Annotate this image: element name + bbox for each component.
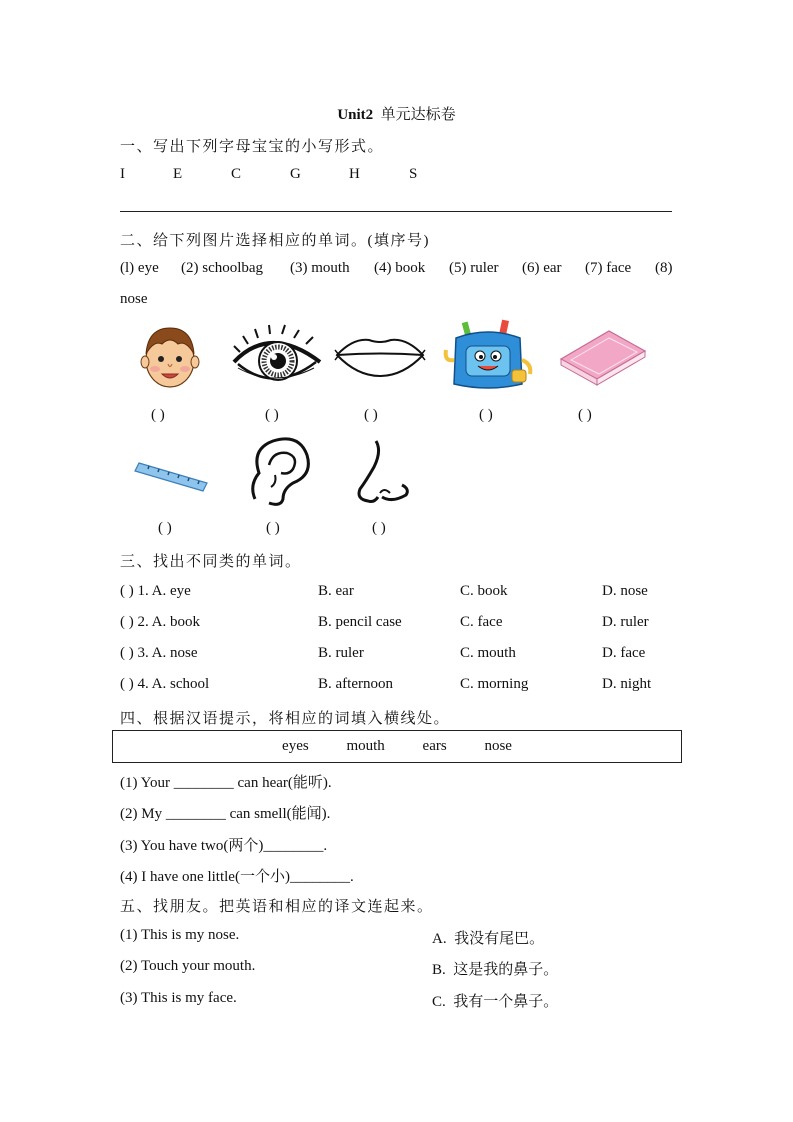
nose-picture <box>352 437 412 507</box>
question-option-d[interactable]: D. face <box>602 645 646 661</box>
fill-blank-sentence[interactable]: (1) Your ________ can hear(能听). <box>120 775 332 791</box>
match-english[interactable]: (3) This is my face. <box>120 990 237 1006</box>
word-eye: (l) eye <box>120 260 159 276</box>
picture-answer-blank[interactable]: ( ) <box>364 407 378 423</box>
mouth-picture <box>333 330 427 380</box>
word-book: (4) book <box>374 260 426 276</box>
question-option-d[interactable]: D. ruler <box>602 614 649 630</box>
word-bank-item: nose <box>484 738 512 754</box>
question-option-d[interactable]: D. nose <box>602 583 648 599</box>
match-english[interactable]: (2) Touch your mouth. <box>120 958 256 974</box>
page-title <box>0 103 793 124</box>
question-option-b[interactable]: B. afternoon <box>318 676 393 692</box>
match-chinese[interactable]: C. 我有一个鼻子。 <box>432 994 559 1010</box>
fill-blank-sentence[interactable]: (2) My ________ can smell(能闻). <box>120 806 331 822</box>
word-ruler: (5) ruler <box>449 260 499 276</box>
word-bank <box>112 738 682 755</box>
picture-answer-blank[interactable]: ( ) <box>578 407 592 423</box>
letter-c: C <box>231 166 242 182</box>
picture-answer-blank[interactable]: ( ) <box>372 520 386 536</box>
title-text: 单元达标卷 <box>380 107 456 123</box>
section1-heading: 一、写出下列字母宝宝的小写形式。 <box>120 139 385 155</box>
answer-line[interactable] <box>120 211 672 212</box>
match-chinese[interactable]: B. 这是我的鼻子。 <box>432 962 559 978</box>
question-option-b[interactable]: B. pencil case <box>318 614 402 630</box>
letter-g: G <box>290 166 301 182</box>
section4-heading: 四、根据汉语提示，将相应的词填入横线处。 <box>120 711 451 727</box>
question-option-a[interactable]: ( ) 1. A. eye <box>120 583 191 599</box>
question-option-d[interactable]: D. night <box>602 676 652 692</box>
question-option-c[interactable]: C. mouth <box>460 645 516 661</box>
letter-i: I <box>120 166 125 182</box>
book-picture <box>557 327 649 387</box>
word-mouth: (3) mouth <box>290 260 350 276</box>
question-option-c[interactable]: C. book <box>460 583 508 599</box>
question-option-a[interactable]: ( ) 3. A. nose <box>120 645 198 661</box>
word-eight-number: (8) <box>655 260 673 276</box>
word-schoolbag: (2) schoolbag <box>181 260 264 276</box>
letter-e: E <box>173 166 183 182</box>
letter-h: H <box>349 166 360 182</box>
schoolbag-picture <box>442 320 534 392</box>
word-bank-item: ears <box>422 738 447 754</box>
section2-heading: 二、给下列图片选择相应的单词。(填序号) <box>120 233 430 249</box>
question-option-a[interactable]: ( ) 4. A. school <box>120 676 210 692</box>
match-english[interactable]: (1) This is my nose. <box>120 927 240 943</box>
question-option-c[interactable]: C. face <box>460 614 503 630</box>
word-face: (7) face <box>585 260 632 276</box>
ear-picture <box>247 435 317 507</box>
picture-answer-blank[interactable]: ( ) <box>151 407 165 423</box>
ruler-picture <box>135 455 210 495</box>
face-picture <box>140 322 200 392</box>
question-option-b[interactable]: B. ruler <box>318 645 364 661</box>
question-option-b[interactable]: B. ear <box>318 583 354 599</box>
section5-heading: 五、找朋友。把英语和相应的译文连起来。 <box>120 899 434 915</box>
word-nose: nose <box>120 291 148 307</box>
eye-picture <box>230 322 325 390</box>
question-option-a[interactable]: ( ) 2. A. book <box>120 614 200 630</box>
picture-answer-blank[interactable]: ( ) <box>265 407 279 423</box>
picture-answer-blank[interactable]: ( ) <box>479 407 493 423</box>
question-option-c[interactable]: C. morning <box>460 676 529 692</box>
letter-s: S <box>409 166 418 182</box>
title-unit: Unit2 <box>337 107 374 123</box>
picture-answer-blank[interactable]: ( ) <box>266 520 280 536</box>
word-ear: (6) ear <box>522 260 562 276</box>
match-chinese[interactable]: A. 我没有尾巴。 <box>432 931 545 947</box>
picture-answer-blank[interactable]: ( ) <box>158 520 172 536</box>
section3-heading: 三、找出不同类的单词。 <box>120 554 302 570</box>
fill-blank-sentence[interactable]: (4) I have one little(一个小)________. <box>120 869 354 885</box>
fill-blank-sentence[interactable]: (3) You have two(两个)________. <box>120 838 328 854</box>
word-bank-item: mouth <box>346 738 385 754</box>
word-bank-item: eyes <box>282 738 309 754</box>
